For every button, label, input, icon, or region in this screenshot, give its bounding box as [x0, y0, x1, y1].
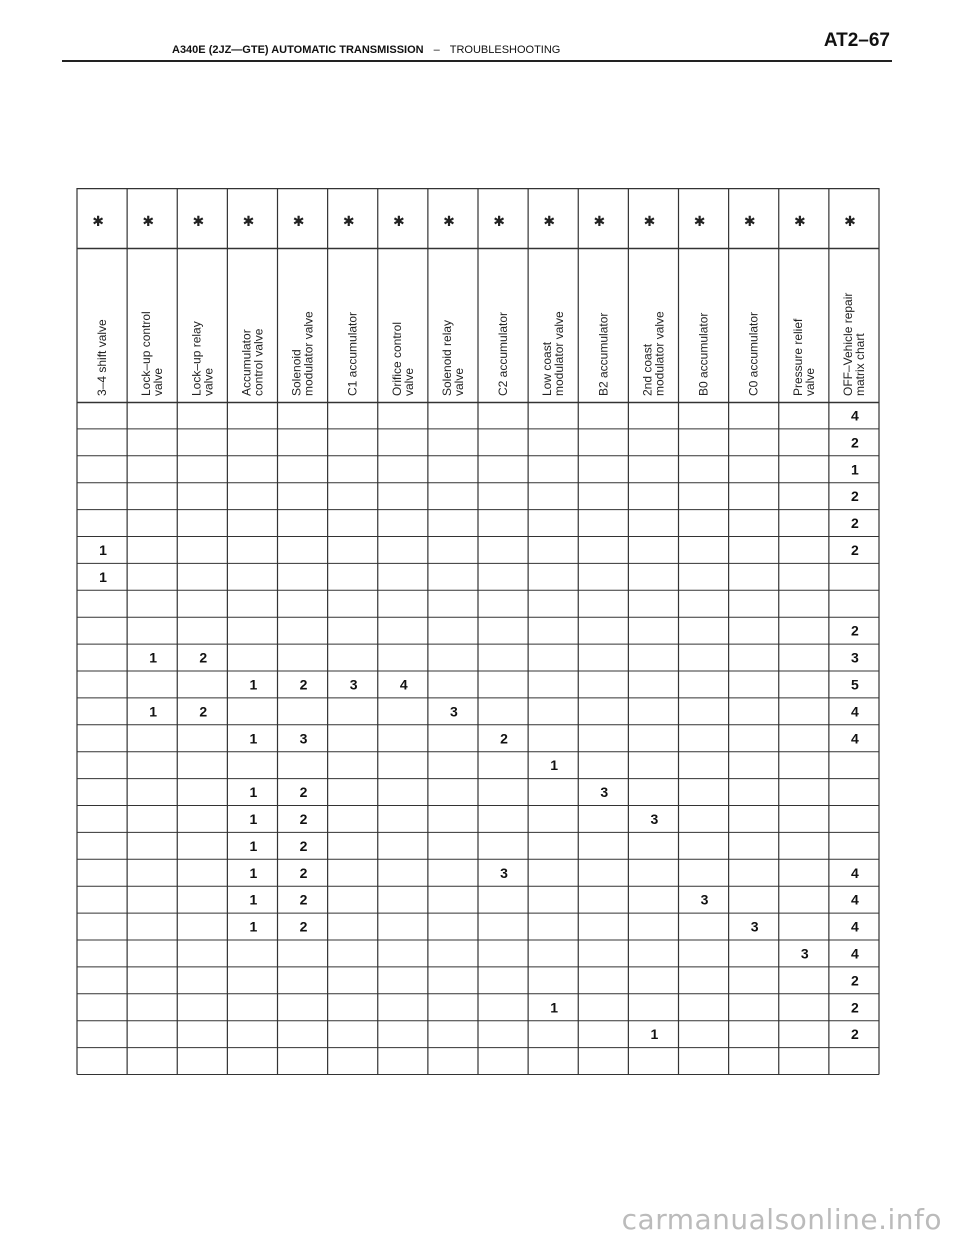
column-header-line: C2 accumulator [496, 311, 511, 396]
matrix-cell-value: 2 [851, 972, 859, 989]
star-marker: ✱ [593, 213, 606, 229]
column-header-line: Low coast [540, 341, 555, 396]
matrix-cell-value: 2 [299, 864, 308, 881]
watermark: carmanualsonline.info [621, 1203, 942, 1236]
matrix-cell-value: 2 [851, 515, 859, 532]
matrix-cell-value: 1 [149, 703, 158, 720]
matrix-cell-value: 2 [500, 730, 508, 747]
matrix-cell-value: 1 [851, 461, 859, 478]
matrix-cell-value: 4 [399, 676, 408, 693]
column-header-line: valve [802, 367, 817, 396]
matrix-cell-value: 4 [851, 703, 859, 720]
column-header-line: Pressure relief [790, 318, 805, 396]
column-header-line: valve [401, 367, 416, 396]
matrix-cell-value: 2 [199, 649, 208, 666]
matrix-cell-value: 2 [851, 999, 859, 1016]
matrix-cell-value: 2 [851, 541, 859, 558]
column-header-line: valve [201, 367, 216, 396]
matrix-cell-value: 1 [249, 730, 258, 747]
column-header-line: modulator valve [301, 311, 316, 396]
matrix-cell-value: 1 [550, 999, 559, 1016]
column-header-line: matrix chart [852, 333, 867, 396]
matrix-cell-value: 3 [800, 945, 809, 962]
column-header-line: B2 accumulator [596, 312, 611, 396]
header-separator: – [433, 44, 440, 56]
matrix-cell-value: 1 [249, 810, 258, 827]
matrix-cell-value: 4 [851, 407, 859, 424]
star-marker: ✱ [443, 213, 455, 229]
matrix-cell-value: 1 [650, 1026, 659, 1043]
star-marker: ✱ [493, 213, 505, 229]
matrix-cell-value: 1 [249, 891, 258, 908]
column-header-line: 3–4 shift valve [95, 319, 110, 396]
matrix-cell-value: 2 [851, 622, 859, 639]
star-marker: ✱ [142, 213, 155, 229]
matrix-cell-value: 2 [851, 1026, 859, 1043]
manual-title: A340E (2JZ—GTE) AUTOMATIC TRANSMISSION [172, 44, 424, 56]
running-header [172, 44, 560, 56]
header-rule [62, 60, 892, 62]
column-header-line: 2nd coast [640, 343, 655, 396]
matrix-cell-value: 1 [249, 784, 258, 801]
matrix-cell-value: 5 [851, 676, 859, 693]
column-header-line: Solenoid relay [439, 319, 454, 396]
matrix-cell-value: 1 [99, 568, 107, 585]
matrix-cell-value: 4 [851, 945, 859, 962]
star-marker: ✱ [844, 213, 856, 229]
matrix-cell-value: 4 [851, 730, 859, 747]
matrix-cell-value: 1 [550, 757, 559, 774]
column-header-line: Accumulator [239, 329, 254, 396]
matrix-cell-value: 2 [851, 434, 859, 451]
matrix-cell-value: 2 [299, 837, 308, 854]
star-marker: ✱ [643, 213, 656, 229]
column-header-line: valve [151, 367, 166, 396]
matrix-cell-value: 2 [299, 810, 308, 827]
column-header-line: control valve [251, 328, 266, 396]
section-name: TROUBLESHOOTING [449, 44, 561, 56]
star-marker: ✱ [192, 213, 205, 229]
matrix-cell-value: 3 [299, 730, 308, 747]
column-header-line: Orifice control [389, 321, 404, 396]
star-marker: ✱ [793, 213, 806, 229]
column-header-line: C1 accumulator [345, 311, 360, 396]
matrix-cell-value: 3 [750, 918, 759, 935]
star-marker: ✱ [392, 213, 405, 229]
matrix-cell-value: 3 [700, 891, 709, 908]
matrix-cell-value: 3 [650, 810, 659, 827]
matrix-cell-value: 4 [851, 918, 859, 935]
column-header-line: C0 accumulator [746, 311, 761, 396]
column-header-line: Lock–up control [139, 311, 154, 396]
matrix-cell-value: 2 [299, 918, 308, 935]
matrix-cell-value: 1 [99, 541, 107, 558]
column-header-line: modulator valve [652, 311, 667, 396]
matrix-cell-value: 2 [299, 891, 308, 908]
matrix-cell-value: 4 [851, 891, 859, 908]
matrix-cell-value: 2 [851, 488, 859, 505]
column-header-line: B0 accumulator [696, 312, 711, 396]
column-header-line: valve [451, 367, 466, 396]
column-header-line: modulator valve [552, 311, 567, 396]
star-marker: ✱ [292, 213, 305, 229]
matrix-cell-value: 2 [199, 703, 208, 720]
star-marker: ✱ [342, 213, 355, 229]
matrix-cell-value: 3 [600, 784, 609, 801]
matrix-cell-value: 4 [851, 864, 859, 881]
column-header-line: Solenoid [289, 349, 304, 396]
matrix-cell-value: 2 [299, 784, 308, 801]
matrix-cell-value: 1 [249, 837, 258, 854]
page-number: AT2–67 [823, 30, 890, 51]
star-marker: ✱ [543, 213, 556, 229]
column-header-line: Lock–up relay [189, 321, 204, 396]
matrix-cell-value: 3 [851, 649, 859, 666]
star-marker: ✱ [743, 213, 756, 229]
matrix-cell-value: 1 [249, 918, 258, 935]
matrix-cell-value: 3 [349, 676, 358, 693]
star-marker: ✱ [92, 213, 104, 229]
matrix-cell-value: 1 [249, 864, 258, 881]
star-marker: ✱ [242, 213, 255, 229]
matrix-cell-value: 1 [249, 676, 258, 693]
matrix-cell-value: 1 [149, 649, 158, 666]
repair-matrix-chart [76, 188, 880, 1077]
star-marker: ✱ [693, 213, 706, 229]
matrix-cell-value: 2 [299, 676, 308, 693]
matrix-cell-value: 3 [500, 864, 508, 881]
matrix-cell-value: 3 [450, 703, 458, 720]
column-header-line: OFF–Vehicle repair [840, 292, 855, 396]
